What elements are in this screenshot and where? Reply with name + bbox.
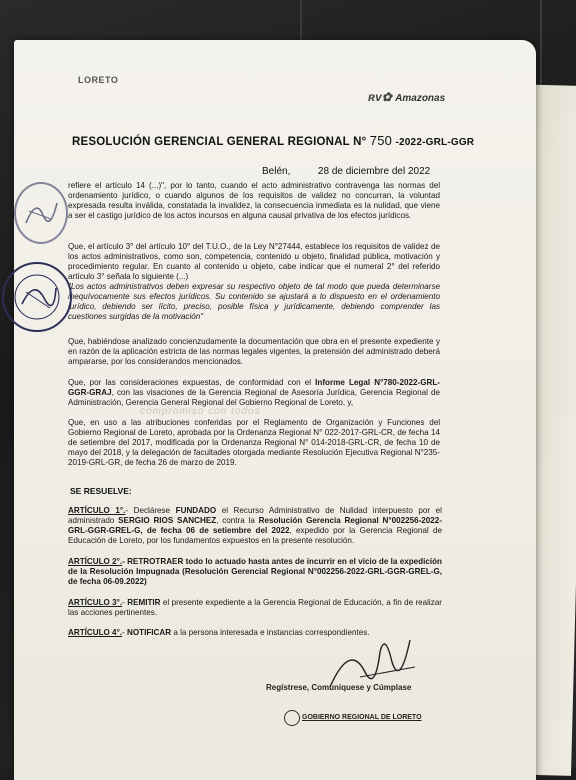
gorel-emblem-icon [284,710,300,726]
resolution-date: Belén, 28 de diciembre del 2022 [262,166,431,177]
paragraph-2-quote: "Los actos administrativos deben expresar su respectivo objeto de tal modo que pueda determinarse inequívocamente sus efectos jurídicos. Su contenido se ajustará a lo dispuesto en el ordenamiento jurídico, debiendo ser lícito, preciso, posible física y jurídicamente, debiendo comprender las cuestiones surgidas de la motivación" [68,282,440,321]
amazonas-logo: ʀᴠ✿ Amazonas [368,90,446,104]
initial-stamp-signature [21,193,61,233]
initial-stamp [14,182,68,244]
watermark-text: compromiso con todos [140,406,261,417]
paragraph-5: Que, en uso a las atribuciones conferidas por el Reglamento de Organización y Funciones del Gobierno Regional de Loreto, aprobada por la Ordenanza Regional N° 022-2017-GRL-CR, de fecha 14 de setiembre del 2017, modificada por la Ordenanza Regional N° 014-2018-GRL-CR, de fecha 10 de mayo del 2018, y la delegación de facultades otorgada mediante Resolución Ejecutiva Regional N°235-2019-GRL-GR, de fecha 26 de marzo de 2019. [68,418,440,467]
seal-graphic [4,264,70,330]
article-4: ARTÍCULO 4°.- NOTIFICAR a la persona interesada e instancias correspondientes. [68,628,370,637]
article-2: ARTÍCULO 2°.- RETROTRAER todo lo actuado hasta antes de incurrir en el vicio de la expedición de la Resolución Impugnada (Resolución Gerencial Regional N°002256-2022-GRL-GGR-GREL-G, de fecha 06-09.2022) [68,557,442,586]
closing-formula: Regístrese, Comuníquese y Cúmplase [266,683,412,692]
paragraph-3: Que, habiéndose analizado concienzudamente la documentación que obra en el presente expediente y en razón de la aplicación estricta de las normas legales vigentes, la pretensión del administrado deberá ampararse, por los considerandos mencionados. [68,337,440,366]
loreto-logo: LORETO [78,75,119,85]
resolution-title: RESOLUCIÓN GERENCIAL GENERAL REGIONAL N° 750 -2022-GRL-GGR [72,133,475,148]
se-resuelve-heading: SE RESUELVE: [70,486,132,496]
article-3: ARTÍCULO 3°.- REMITIR el presente expediente a la Gerencia Regional de Educación, a fin de realizar las acciones pertinentes. [68,598,442,617]
resolution-number: 750 [369,133,393,148]
paragraph-4: Que, por las consideraciones expuestas, de conformidad con el Informe Legal N°780-2022-GRL-GGR-GRAJ, con las visaciones de la Gerencia Regional de Asesoría Jurídica, Gerencia Regional de Administración, Gerencia General Regional del Gobierno Regional de Loreto, y, [68,378,440,407]
document-page [14,40,536,780]
paragraph-2: Que, el artículo 3° del artículo 10° del T.U.O., de la Ley N°27444, establece los requisitos de validez de los actos administrativos, como son, competencia, contenido u objeto, finalidad pública, motivación y procedimiento regular. En cuanto al contenido u objeto, cabe indicar que el numeral 2° del referido artículo 3° señala lo siguiente (...) "Los actos administrativos deben expresar su respectivo objeto de tal modo que pueda determinarse inequívocamente sus efectos jurídicos. Su contenido se ajustará a lo dispuesto en el ordenamiento jurídico, debiendo ser lícito, preciso, posible física y jurídicamente, debiendo comprender las cuestiones surgidas de la motivación" [68,242,440,321]
official-signature [320,632,430,692]
administration-seal [2,262,72,332]
article-1: ARTÍCULO 1°.- Declárese FUNDADO el Recurso Administrativo de Nulidad interpuesto por el administrado SERGIO RIOS SANCHEZ, contra la Resolución Gerencia Regional N°002256-2022-GRL-GGR-GREL-G, de fecha 06 de setiembre del 2022, expedido por la Gerencia Regional de Educación de Loreto, por los fundamentos expuestos en la presente resolución. [68,506,442,545]
footer-government-label: GOBIERNO REGIONAL DE LORETO [302,714,422,721]
paragraph-1: refiere el artículo 14 (...)", por lo tanto, cuando el acto administrativo contravenga las normas del ordenamiento jurídico, o cuando algunos de los requisitos de validez no concurran, la voluntad expresada resulta inválida, constatada la invalidez, la consecuencia inmediata es la nulidad, que viene a ser el castigo jurídico de los actos incursos en alguna causal privativa de los efectos jurídicos. [68,181,440,220]
